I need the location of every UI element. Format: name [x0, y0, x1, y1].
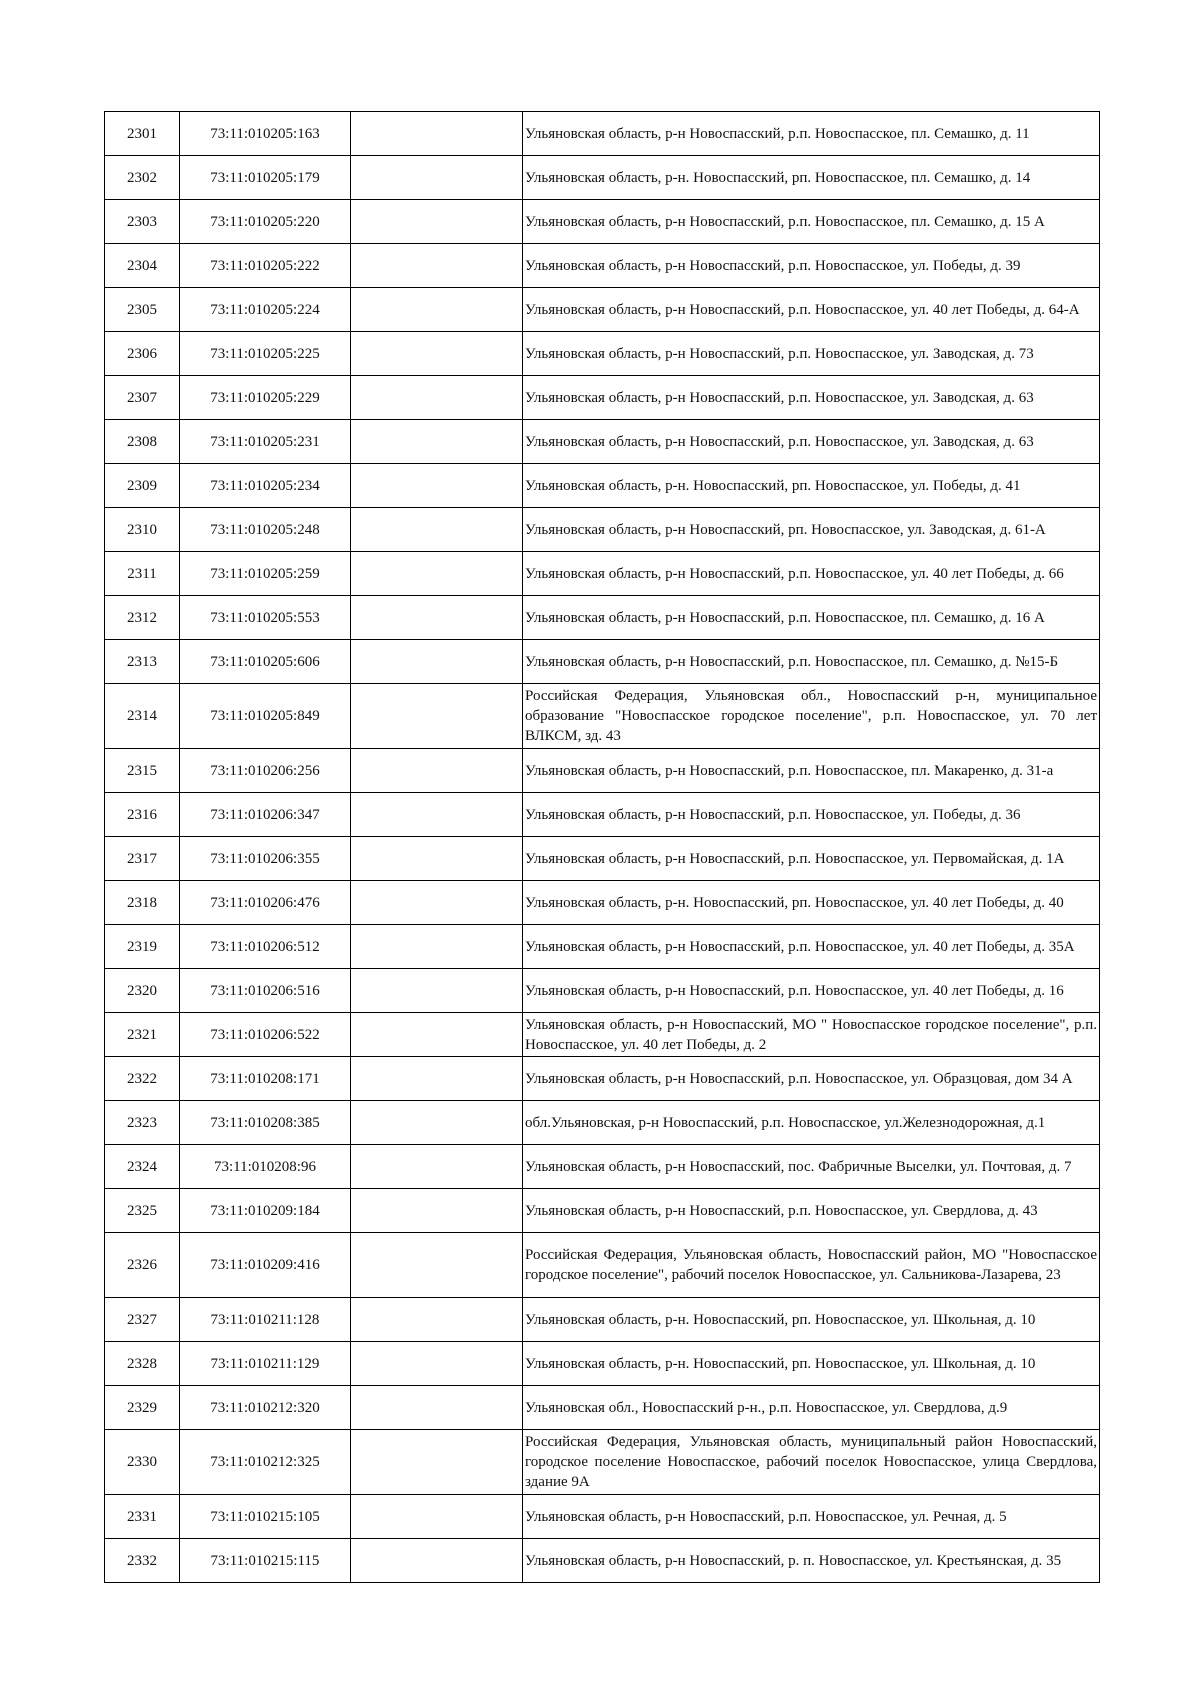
table-row [105, 596, 1100, 640]
cadastral-number: 73:11:010206:256 [180, 749, 351, 793]
table-row [105, 1145, 1100, 1189]
address: Ульяновская область, р-н Новоспасский, р.п. Новоспасское, ул. Победы, д. 39 [523, 244, 1100, 288]
address: Ульяновская область, р-н Новоспасский, р.п. Новоспасское, пл. Макаренко, д. 31-а [523, 749, 1100, 793]
row-number: 2307 [105, 376, 180, 420]
row-number: 2305 [105, 288, 180, 332]
address: Ульяновская область, р-н Новоспасский, р.п. Новоспасское, пл. Семашко, д. 15 А [523, 200, 1100, 244]
address: Ульяновская область, р-н Новоспасский, р.п. Новоспасское, ул. 40 лет Победы, д. 35А [523, 925, 1100, 969]
address: Российская Федерация, Ульяновская обл., Новоспасский р-н, муниципальное образование "Новоспасское городское поселение", р.п. Новоспасское, ул. 70 лет ВЛКСМ, зд. 43 [523, 684, 1100, 749]
address: Ульяновская область, р-н Новоспасский, р.п. Новоспасское, ул. Первомайская, д. 1А [523, 837, 1100, 881]
address: Ульяновская область, р-н Новоспасский, р.п. Новоспасское, ул. Заводская, д. 73 [523, 332, 1100, 376]
row-number: 2309 [105, 464, 180, 508]
empty-cell [351, 1145, 523, 1189]
cadastral-number: 73:11:010208:96 [180, 1145, 351, 1189]
table-row [105, 925, 1100, 969]
cadastral-number: 73:11:010206:355 [180, 837, 351, 881]
row-number: 2317 [105, 837, 180, 881]
cadastral-number: 73:11:010205:259 [180, 552, 351, 596]
empty-cell [351, 1342, 523, 1386]
empty-cell [351, 1430, 523, 1495]
row-number: 2310 [105, 508, 180, 552]
row-number: 2330 [105, 1430, 180, 1495]
cadastral-number: 73:11:010206:522 [180, 1013, 351, 1057]
empty-cell [351, 925, 523, 969]
address: Ульяновская область, р-н Новоспасский, р.п. Новоспасское, ул. 40 лет Победы, д. 66 [523, 552, 1100, 596]
row-number: 2325 [105, 1189, 180, 1233]
cadastral-number: 73:11:010206:347 [180, 793, 351, 837]
row-number: 2327 [105, 1298, 180, 1342]
empty-cell [351, 464, 523, 508]
cadastral-number: 73:11:010205:849 [180, 684, 351, 749]
table-row [105, 1386, 1100, 1430]
table-row [105, 1189, 1100, 1233]
address: Ульяновская область, р-н Новоспасский, пос. Фабричные Выселки, ул. Почтовая, д. 7 [523, 1145, 1100, 1189]
table-row [105, 464, 1100, 508]
empty-cell [351, 244, 523, 288]
empty-cell [351, 837, 523, 881]
row-number: 2326 [105, 1233, 180, 1298]
cadastral-number: 73:11:010205:606 [180, 640, 351, 684]
cadastral-number: 73:11:010205:179 [180, 156, 351, 200]
address: Ульяновская область, р-н. Новоспасский, рп. Новоспасское, ул. Школьная, д. 10 [523, 1298, 1100, 1342]
row-number: 2311 [105, 552, 180, 596]
row-number: 2332 [105, 1539, 180, 1583]
address: Ульяновская область, р-н Новоспасский, р.п. Новоспасское, ул. Заводская, д. 63 [523, 376, 1100, 420]
cadastral-number: 73:11:010205:225 [180, 332, 351, 376]
empty-cell [351, 552, 523, 596]
row-number: 2306 [105, 332, 180, 376]
cadastral-number: 73:11:010209:416 [180, 1233, 351, 1298]
table-row [105, 640, 1100, 684]
table-row [105, 1057, 1100, 1101]
address: Ульяновская область, р-н Новоспасский, р.п. Новоспасское, пл. Семашко, д. 11 [523, 112, 1100, 156]
cadastral-number: 73:11:010205:220 [180, 200, 351, 244]
empty-cell [351, 749, 523, 793]
empty-cell [351, 1298, 523, 1342]
table-row [105, 332, 1100, 376]
row-number: 2303 [105, 200, 180, 244]
row-number: 2316 [105, 793, 180, 837]
row-number: 2324 [105, 1145, 180, 1189]
table-row [105, 1430, 1100, 1495]
row-number: 2302 [105, 156, 180, 200]
empty-cell [351, 596, 523, 640]
table-row [105, 156, 1100, 200]
table-row [105, 1101, 1100, 1145]
cadastral-number: 73:11:010206:516 [180, 969, 351, 1013]
property-registry-table [104, 111, 1100, 1583]
address: Ульяновская область, р-н. Новоспасский, рп. Новоспасское, ул. Победы, д. 41 [523, 464, 1100, 508]
row-number: 2319 [105, 925, 180, 969]
address: Ульяновская область, р-н Новоспасский, р.п. Новоспасское, ул. Свердлова, д. 43 [523, 1189, 1100, 1233]
cadastral-number: 73:11:010205:229 [180, 376, 351, 420]
empty-cell [351, 1013, 523, 1057]
empty-cell [351, 1189, 523, 1233]
row-number: 2328 [105, 1342, 180, 1386]
row-number: 2314 [105, 684, 180, 749]
cadastral-number: 73:11:010212:320 [180, 1386, 351, 1430]
address: Ульяновская область, р-н. Новоспасский, рп. Новоспасское, ул. Школьная, д. 10 [523, 1342, 1100, 1386]
row-number: 2323 [105, 1101, 180, 1145]
cadastral-number: 73:11:010215:115 [180, 1539, 351, 1583]
cadastral-number: 73:11:010205:222 [180, 244, 351, 288]
cadastral-number: 73:11:010211:128 [180, 1298, 351, 1342]
empty-cell [351, 156, 523, 200]
table-row [105, 969, 1100, 1013]
cadastral-number: 73:11:010215:105 [180, 1495, 351, 1539]
cadastral-number: 73:11:010206:512 [180, 925, 351, 969]
table-row [105, 376, 1100, 420]
cadastral-number: 73:11:010206:476 [180, 881, 351, 925]
address: Ульяновская область, р-н Новоспасский, рп. Новоспасское, ул. Заводская, д. 61-А [523, 508, 1100, 552]
row-number: 2315 [105, 749, 180, 793]
table-row [105, 1298, 1100, 1342]
empty-cell [351, 1057, 523, 1101]
cadastral-number: 73:11:010208:385 [180, 1101, 351, 1145]
address: Ульяновская область, р-н Новоспасский, р.п. Новоспасское, ул. Победы, д. 36 [523, 793, 1100, 837]
empty-cell [351, 969, 523, 1013]
address: Ульяновская область, р-н. Новоспасский, рп. Новоспасское, ул. 40 лет Победы, д. 40 [523, 881, 1100, 925]
address: Ульяновская область, р-н Новоспасский, р.п. Новоспасское, ул. 40 лет Победы, д. 64-А [523, 288, 1100, 332]
cadastral-number: 73:11:010205:163 [180, 112, 351, 156]
cadastral-number: 73:11:010209:184 [180, 1189, 351, 1233]
address: Ульяновская область, р-н Новоспасский, р.п. Новоспасское, пл. Семашко, д. №15-Б [523, 640, 1100, 684]
empty-cell [351, 420, 523, 464]
row-number: 2312 [105, 596, 180, 640]
table-row [105, 1233, 1100, 1298]
table-row [105, 112, 1100, 156]
cadastral-number: 73:11:010205:231 [180, 420, 351, 464]
table-row [105, 552, 1100, 596]
address: Российская Федерация, Ульяновская область, муниципальный район Новоспасский, городское поселение Новоспасское, рабочий поселок Новоспасское, улица Свердлова, здание 9А [523, 1430, 1100, 1495]
table-row [105, 1495, 1100, 1539]
address: Ульяновская область, р-н Новоспасский, р. п. Новоспасское, ул. Крестьянская, д. 35 [523, 1539, 1100, 1583]
table-row [105, 200, 1100, 244]
empty-cell [351, 200, 523, 244]
row-number: 2331 [105, 1495, 180, 1539]
address: Ульяновская область, р-н Новоспасский, р.п. Новоспасское, ул. Образцовая, дом 34 А [523, 1057, 1100, 1101]
table-row [105, 508, 1100, 552]
address: обл.Ульяновская, р-н Новоспасский, р.п. Новоспасское, ул.Железнодорожная, д.1 [523, 1101, 1100, 1145]
cadastral-number: 73:11:010208:171 [180, 1057, 351, 1101]
row-number: 2322 [105, 1057, 180, 1101]
empty-cell [351, 881, 523, 925]
empty-cell [351, 793, 523, 837]
address: Российская Федерация, Ульяновская область, Новоспасский район, МО "Новоспасское городское поселение", рабочий поселок Новоспасское, ул. Сальникова-Лазарева, 23 [523, 1233, 1100, 1298]
empty-cell [351, 1386, 523, 1430]
address: Ульяновская область, р-н Новоспасский, р.п. Новоспасское, ул. 40 лет Победы, д. 16 [523, 969, 1100, 1013]
cadastral-number: 73:11:010212:325 [180, 1430, 351, 1495]
table-row [105, 793, 1100, 837]
table-row [105, 1013, 1100, 1057]
cadastral-number: 73:11:010205:224 [180, 288, 351, 332]
address: Ульяновская область, р-н Новоспасский, р.п. Новоспасское, пл. Семашко, д. 16 А [523, 596, 1100, 640]
address: Ульяновская область, р-н Новоспасский, р.п. Новоспасское, ул. Заводская, д. 63 [523, 420, 1100, 464]
address: Ульяновская обл., Новоспасский р-н., р.п. Новоспасское, ул. Свердлова, д.9 [523, 1386, 1100, 1430]
table-row [105, 420, 1100, 464]
empty-cell [351, 1539, 523, 1583]
cadastral-number: 73:11:010205:234 [180, 464, 351, 508]
cadastral-number: 73:11:010205:553 [180, 596, 351, 640]
row-number: 2320 [105, 969, 180, 1013]
address: Ульяновская область, р-н Новоспасский, р.п. Новоспасское, ул. Речная, д. 5 [523, 1495, 1100, 1539]
address: Ульяновская область, р-н. Новоспасский, рп. Новоспасское, пл. Семашко, д. 14 [523, 156, 1100, 200]
cadastral-number: 73:11:010211:129 [180, 1342, 351, 1386]
row-number: 2329 [105, 1386, 180, 1430]
empty-cell [351, 640, 523, 684]
empty-cell [351, 1101, 523, 1145]
empty-cell [351, 1495, 523, 1539]
table-row [105, 244, 1100, 288]
empty-cell [351, 288, 523, 332]
table-row [105, 288, 1100, 332]
empty-cell [351, 1233, 523, 1298]
row-number: 2308 [105, 420, 180, 464]
empty-cell [351, 112, 523, 156]
table-row [105, 749, 1100, 793]
row-number: 2301 [105, 112, 180, 156]
empty-cell [351, 376, 523, 420]
empty-cell [351, 684, 523, 749]
table-row [105, 684, 1100, 749]
cadastral-number: 73:11:010205:248 [180, 508, 351, 552]
table-row [105, 1539, 1100, 1583]
table-row [105, 1342, 1100, 1386]
row-number: 2321 [105, 1013, 180, 1057]
empty-cell [351, 508, 523, 552]
row-number: 2313 [105, 640, 180, 684]
table-row [105, 837, 1100, 881]
row-number: 2318 [105, 881, 180, 925]
table-row [105, 881, 1100, 925]
empty-cell [351, 332, 523, 376]
address: Ульяновская область, р-н Новоспасский, МО " Новоспасское городское поселение", р.п. Новоспасское, ул. 40 лет Победы, д. 2 [523, 1013, 1100, 1057]
row-number: 2304 [105, 244, 180, 288]
